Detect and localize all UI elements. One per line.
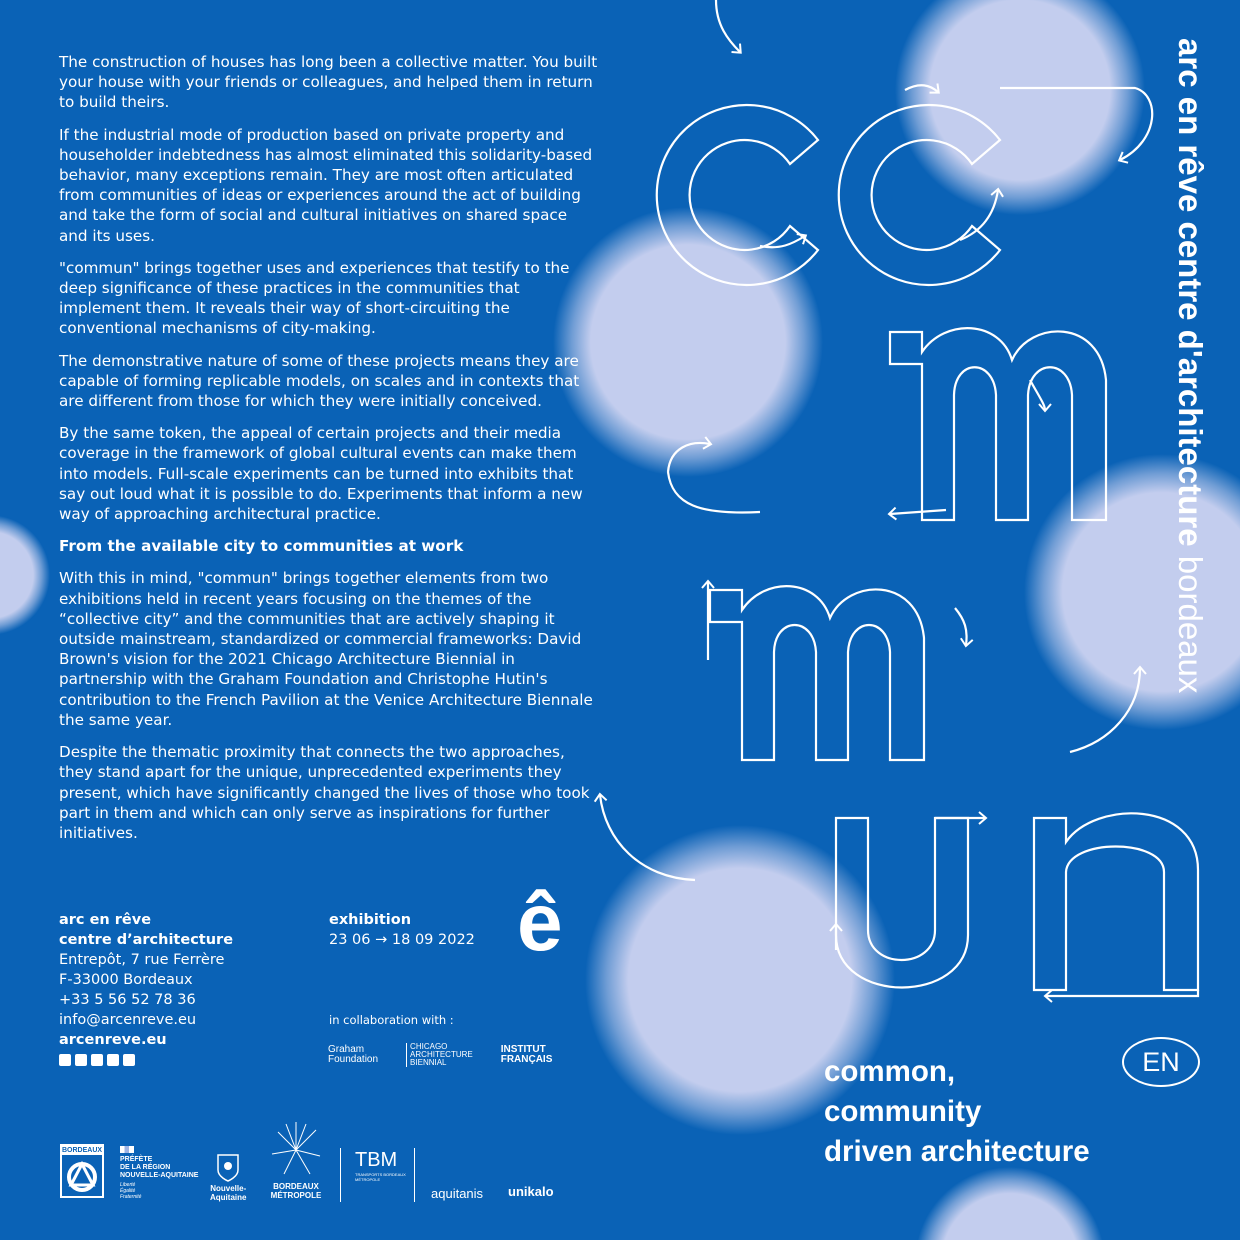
website-link[interactable]: arcenreve.eu <box>59 1032 167 1048</box>
org-name: arc en rêve <box>59 912 152 928</box>
org-subname: centre d’architecture <box>59 932 234 948</box>
chicago-biennial-logo: CHICAGO ARCHITECTURE BIENNIAL <box>406 1043 473 1067</box>
body-text <box>59 52 599 855</box>
twitter-icon[interactable] <box>107 1054 119 1066</box>
subtitle <box>824 1052 1090 1172</box>
subtitle-line: community <box>824 1095 982 1128</box>
contact-block <box>59 910 233 1066</box>
vertical-title <box>1172 38 1208 798</box>
address-line: F-33000 Bordeaux <box>59 972 193 988</box>
subtitle-line: driven architecture <box>824 1135 1090 1168</box>
unikalo-logo: unikalo <box>508 1184 554 1199</box>
partner-logos <box>328 1043 552 1067</box>
bordeaux-metropole-logo: BORDEAUX MÉTROPOLE <box>270 1120 322 1200</box>
sponsor-logos <box>58 1142 578 1212</box>
collaboration-label: in collaboration with : <box>329 1013 454 1027</box>
section-heading: From the available city to communities at work <box>59 537 464 556</box>
paragraph: The demonstrative nature of some of these projects means they are capable of forming replicable models, on scales and in contexts that are different from those for which they were initially conceived. <box>59 351 580 411</box>
address-line: Entrepôt, 7 rue Ferrère <box>59 952 225 968</box>
aquitanis-logo: aquitanis <box>431 1186 484 1201</box>
facebook-icon[interactable] <box>59 1054 71 1066</box>
email-link[interactable]: info@arcenreve.eu <box>59 1012 197 1028</box>
vertical-city: bordeaux <box>1172 546 1209 694</box>
phone: +33 5 56 52 78 36 <box>59 992 196 1008</box>
exhibition-dates: 23 06 → 18 09 2022 <box>329 932 475 948</box>
social-links <box>59 1054 233 1066</box>
paragraph: By the same token, the appeal of certain projects and their media coverage in the framework of global cultural events can make them into models. Full-scale experiments can be turned into exhibits that say out loud what it is possible to do. Experiments that inform a new way of approaching architectural practice. <box>59 424 583 524</box>
paragraph: Despite the thematic proximity that connects the two approaches, they stand apart for the unique, unprecedented experiments they present, which have significantly changed the lives of those who took part in them and which can only serve as inspirations for further initiatives. <box>59 743 590 842</box>
tbm-logo: TBM TRANSPORTS BORDEAUX MÉTROPOLE <box>340 1148 411 1202</box>
linkedin-icon[interactable] <box>91 1054 103 1066</box>
paragraph: If the industrial mode of production based on private property and householder indebtedness has almost eliminated this solidarity-based behavior, many exceptions remain. They are most often articulated from communities of ideas or experiences around the act of building and take the form of social and cultural initiatives on shared space and its uses. <box>59 125 593 245</box>
instagram-icon[interactable] <box>75 1054 87 1066</box>
subtitle-line: common, <box>824 1055 956 1088</box>
exhibition-info <box>329 910 475 950</box>
language-badge: EN <box>1122 1037 1200 1087</box>
paragraph: With this in mind, "commun" brings together elements from two exhibitions held in recent years focusing on the themes of the “collective city” and the communities that are actively shaping it outside mainstream, standardized or commercial frameworks: David Brown's vision for the 2021 Chicago Architecture Biennial in partnership with the Graham Foundation and Christophe Hutin's contribution to the French Pavilion at the Venice Architecture Biennale the same year. <box>59 569 593 729</box>
vertical-org-name: arc en rêve centre d'architecture <box>1172 38 1209 547</box>
exhibition-label: exhibition <box>329 912 412 928</box>
ecirc-glyph: ê <box>517 877 563 968</box>
youtube-icon[interactable] <box>123 1054 135 1066</box>
bordeaux-logo: BORDEAUX <box>60 1144 104 1198</box>
nouvelle-aquitaine-logo: Nouvelle- Aquitaine <box>210 1154 246 1202</box>
institut-francais-logo: INSTITUT FRANÇAIS <box>500 1044 553 1065</box>
paragraph: "commun" brings together uses and experiences that testify to the deep significance of these practices in the communities that implement them. It reveals their way of short-circuiting the conventional mechanisms of city-making. <box>59 258 570 338</box>
paragraph: The construction of houses has long been a collective matter. You built your house with your friends or colleagues, and helped them in return to build theirs. <box>59 53 598 112</box>
graham-foundation-logo: Graham Foundation <box>328 1044 379 1065</box>
prefete-logo: PRÉFÈTE DE LA RÉGION NOUVELLE-AQUITAINE Liberté Égalité Fraternité <box>120 1146 198 1200</box>
